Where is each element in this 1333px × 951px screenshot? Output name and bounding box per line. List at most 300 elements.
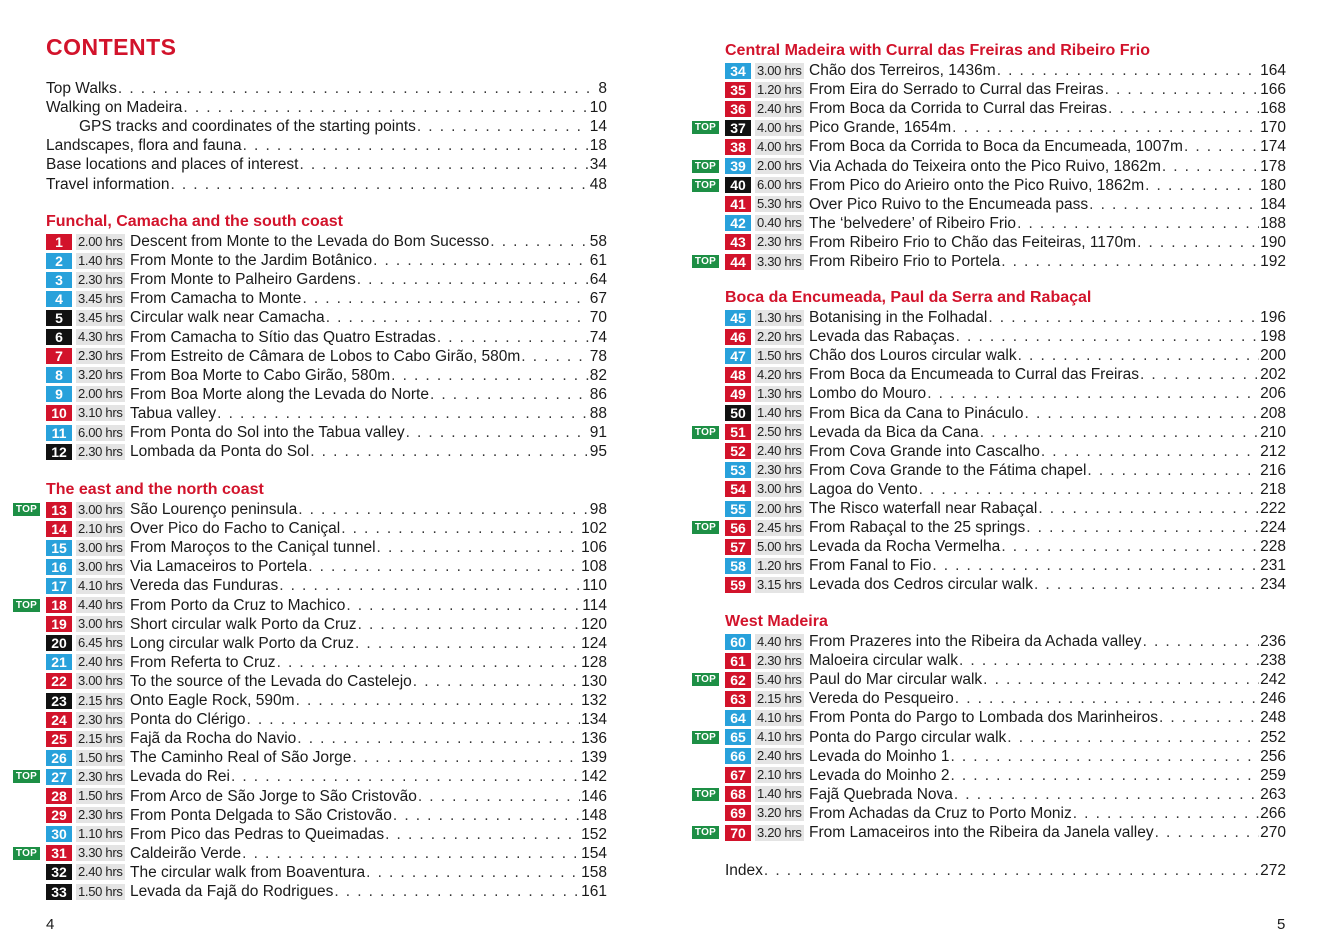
- walk-title: From Bica da Cana to Pináculo: [809, 404, 1024, 422]
- walk-entry[interactable]: [725, 308, 1286, 327]
- dot-leader: [950, 766, 1259, 785]
- walk-title: Ponta do Pargo circular walk: [809, 728, 1007, 746]
- walk-entry[interactable]: [694, 785, 1286, 804]
- walk-number-badge: 20: [46, 635, 72, 651]
- dot-leader: [299, 155, 588, 174]
- walk-page: 148: [581, 806, 607, 824]
- walk-entry[interactable]: [46, 825, 607, 844]
- walk-entry[interactable]: [46, 863, 607, 882]
- walk-number-badge: 19: [46, 616, 72, 632]
- top-walk-badge: TOP: [13, 847, 40, 860]
- walk-title: Onto Eagle Rock, 590m: [130, 692, 295, 709]
- walk-duration: 2.30 hrs: [76, 444, 125, 460]
- walk-duration: 6.45 hrs: [76, 635, 125, 651]
- walk-number-badge: 27: [46, 769, 72, 785]
- section-heading: Funchal, Camacha and the south coast: [46, 213, 343, 230]
- dot-leader: [308, 557, 580, 576]
- walk-duration: 2.40 hrs: [76, 864, 125, 880]
- walk-title: From Ponta do Pargo to Lombada dos Marinheiros: [809, 709, 1158, 727]
- dot-leader: [1001, 537, 1259, 556]
- walk-title: Levada da Bica da Cana: [809, 423, 979, 441]
- walk-number-badge: 55: [725, 501, 751, 517]
- walk-page: 78: [589, 347, 607, 365]
- entry-title: Index: [725, 862, 763, 879]
- walk-duration: 4.30 hrs: [76, 329, 125, 345]
- walk-title: From Eira do Serrado to Curral das Freiras: [809, 81, 1104, 99]
- top-walk-badge: TOP: [692, 731, 719, 744]
- walk-title: Levada dos Cedros circular walk: [809, 576, 1033, 594]
- walk-entry[interactable]: [725, 651, 1286, 670]
- dot-leader: [764, 861, 1259, 880]
- walk-page: 259: [1260, 766, 1286, 784]
- walk-entry[interactable]: [725, 575, 1286, 594]
- dot-leader: [950, 747, 1259, 766]
- walk-page: 242: [1260, 671, 1286, 689]
- walk-page: 161: [581, 883, 607, 900]
- walk-number-badge: 1: [46, 234, 72, 250]
- walk-number-badge: 6: [46, 329, 72, 345]
- dot-leader: [1184, 137, 1259, 156]
- walk-entry[interactable]: [46, 748, 607, 767]
- walk-number-badge: 47: [725, 348, 751, 364]
- top-walk-badge: TOP: [13, 503, 40, 516]
- dot-leader: [377, 538, 581, 557]
- walk-entry[interactable]: [725, 137, 1286, 156]
- walk-entry[interactable]: [725, 404, 1286, 423]
- walk-entry[interactable]: [46, 710, 607, 729]
- dot-leader: [217, 404, 589, 423]
- walk-entry[interactable]: [694, 176, 1286, 195]
- walk-title: From Estreito de Câmara de Lobos to Cabo Girão, 580m: [130, 347, 521, 365]
- walk-page: 86: [589, 385, 607, 403]
- walk-duration: 3.20 hrs: [76, 367, 125, 383]
- walk-duration: 2.40 hrs: [76, 654, 125, 670]
- walk-number-badge: 33: [46, 884, 72, 900]
- walk-entry[interactable]: [694, 518, 1286, 537]
- walk-number-badge: 29: [46, 807, 72, 823]
- walk-page: 98: [589, 501, 607, 518]
- walk-title: From Camacha to Monte: [130, 290, 302, 308]
- walk-entry[interactable]: [725, 61, 1286, 80]
- walk-entry[interactable]: [46, 653, 607, 672]
- dot-leader: [988, 308, 1259, 327]
- dot-leader: [118, 79, 597, 98]
- walk-page: 91: [589, 424, 607, 441]
- dot-leader: [956, 327, 1259, 346]
- contents-entry[interactable]: [46, 117, 607, 136]
- walk-entry[interactable]: [725, 195, 1286, 214]
- walk-entry[interactable]: [725, 537, 1286, 556]
- walk-entry[interactable]: [725, 804, 1286, 823]
- walk-number-badge: 45: [725, 310, 751, 326]
- walk-entry[interactable]: [46, 538, 607, 557]
- walk-page: 212: [1260, 442, 1286, 460]
- walk-duration: 3.30 hrs: [755, 254, 804, 270]
- walk-page: 202: [1260, 366, 1286, 384]
- walk-page: 61: [589, 252, 607, 270]
- walk-title: Fajã Quebrada Nova: [809, 785, 953, 803]
- dot-leader: [919, 480, 1260, 499]
- dot-leader: [1108, 99, 1259, 118]
- walk-entry[interactable]: [46, 557, 607, 576]
- walk-title: Levada do Rei: [130, 768, 230, 786]
- walk-duration: 3.10 hrs: [76, 405, 125, 421]
- walk-title: Fajã da Rocha do Navio: [130, 730, 297, 748]
- walk-entry[interactable]: [46, 270, 607, 289]
- walk-page: 208: [1260, 404, 1286, 422]
- dot-leader: [490, 232, 588, 251]
- walk-title: From Ponta Delgada to São Cristovão: [130, 806, 392, 824]
- walk-entry[interactable]: [725, 346, 1286, 365]
- dot-leader: [357, 270, 589, 289]
- walk-entry[interactable]: [46, 251, 607, 270]
- walk-entry[interactable]: [725, 327, 1286, 346]
- right-page: [667, 0, 1333, 951]
- walk-page: 192: [1260, 253, 1286, 270]
- dot-leader: [1007, 728, 1259, 747]
- walk-title: From Boca da Corrida to Curral das Freiras: [809, 100, 1108, 118]
- walk-title: From Arco de São Jorge to São Cristovão: [130, 787, 417, 805]
- walk-duration: 3.00 hrs: [76, 559, 125, 575]
- index-entry[interactable]: [725, 861, 1286, 880]
- walk-entry[interactable]: [46, 385, 607, 404]
- section-heading: The east and the north coast: [46, 481, 264, 498]
- dot-leader: [954, 785, 1259, 804]
- entry-title: GPS tracks and coordinates of the starting points: [79, 118, 416, 136]
- walk-duration: 3.00 hrs: [755, 63, 804, 79]
- walk-title: From Pico do Arieiro onto the Pico Ruivo, 1862m: [809, 176, 1145, 194]
- walk-entry[interactable]: [725, 461, 1286, 480]
- walk-title: From Boca da Encumeada to Curral das Freiras: [809, 366, 1139, 384]
- top-walk-badge: TOP: [13, 599, 40, 612]
- walk-title: Via Achada do Teixeira onto the Pico Ruivo, 1862m: [809, 157, 1161, 175]
- walk-number-badge: 43: [725, 234, 751, 250]
- walk-duration: 3.15 hrs: [755, 577, 804, 593]
- walk-duration: 2.30 hrs: [755, 653, 804, 669]
- entry-title: Top Walks: [46, 80, 117, 97]
- contents-entry[interactable]: [46, 98, 607, 117]
- walk-number-badge: 10: [46, 405, 72, 421]
- walk-entry[interactable]: [725, 689, 1286, 708]
- walk-duration: 4.10 hrs: [76, 578, 125, 594]
- walk-duration: 2.50 hrs: [755, 424, 804, 440]
- walk-title: Circular walk near Camacha: [130, 309, 325, 327]
- dot-leader: [297, 729, 580, 748]
- walk-entry[interactable]: [694, 252, 1286, 271]
- walk-duration: 2.10 hrs: [76, 521, 125, 537]
- walk-entry[interactable]: [46, 576, 607, 595]
- dot-leader: [418, 787, 580, 806]
- walk-entry[interactable]: [46, 729, 607, 748]
- contents-entry[interactable]: [46, 175, 607, 194]
- walk-duration: 1.50 hrs: [76, 788, 125, 804]
- walk-title: Levada da Fajã do Rodrigues: [130, 883, 334, 900]
- walk-entry[interactable]: [46, 404, 607, 423]
- walk-page: 142: [581, 768, 607, 786]
- walk-duration: 1.10 hrs: [76, 826, 125, 842]
- walk-title: From Cova Grande to the Fátima chapel: [809, 461, 1087, 479]
- walk-entry[interactable]: [46, 691, 607, 710]
- walk-page: 120: [581, 615, 607, 633]
- walk-number-badge: 9: [46, 386, 72, 402]
- walk-entry[interactable]: [725, 99, 1286, 118]
- walk-entry[interactable]: [46, 787, 607, 806]
- walk-number-badge: 69: [725, 805, 751, 821]
- walk-title: Levada da Rocha Vermelha: [809, 538, 1001, 556]
- walk-entry[interactable]: [46, 289, 607, 308]
- walk-duration: 1.50 hrs: [76, 884, 125, 900]
- top-walk-badge: TOP: [692, 788, 719, 801]
- walk-page: 158: [581, 863, 607, 881]
- dot-leader: [246, 710, 580, 729]
- walk-number-badge: 26: [46, 750, 72, 766]
- walk-title: From Boa Morte along the Levada do Norte: [130, 385, 429, 403]
- walk-page: 174: [1260, 138, 1286, 156]
- walk-entry[interactable]: [46, 232, 607, 251]
- walk-entry[interactable]: [725, 480, 1286, 499]
- walk-number-badge: 8: [46, 367, 72, 383]
- dot-leader: [980, 423, 1259, 442]
- walk-entry[interactable]: [46, 634, 607, 653]
- walk-title: From Ponta do Sol into the Tabua valley: [130, 424, 405, 441]
- walk-entry[interactable]: [46, 423, 607, 442]
- walk-duration: 3.00 hrs: [76, 616, 125, 632]
- section-heading: Central Madeira with Curral das Freiras and Ribeiro Frio: [725, 42, 1150, 59]
- walk-entry[interactable]: [725, 442, 1286, 461]
- walk-entry[interactable]: [725, 80, 1286, 99]
- walk-title: From Boa Morte to Cabo Girão, 580m: [130, 366, 391, 384]
- walk-entry[interactable]: [15, 844, 607, 863]
- walk-title: Chão dos Terreiros, 1436m: [809, 62, 996, 79]
- walk-entry[interactable]: [46, 882, 607, 901]
- walk-title: The ‘belvedere’ of Ribeiro Frio: [809, 214, 1017, 232]
- walk-title: Vereda do Pesqueiro: [809, 690, 954, 708]
- walk-entry[interactable]: [15, 596, 607, 615]
- top-walk-badge: TOP: [692, 673, 719, 686]
- walk-entry[interactable]: [694, 670, 1286, 689]
- dot-leader: [1026, 518, 1259, 537]
- walk-page: 252: [1260, 728, 1286, 746]
- walk-title: From Achadas da Cruz to Porto Moniz: [809, 804, 1072, 822]
- walk-duration: 1.40 hrs: [755, 405, 804, 421]
- walk-duration: 4.40 hrs: [755, 634, 804, 650]
- dot-leader: [393, 806, 580, 825]
- walk-page: 266: [1260, 804, 1286, 822]
- contents-entry[interactable]: [46, 79, 607, 98]
- walk-page: 58: [589, 233, 607, 250]
- section-heading: Boca da Encumeada, Paul da Serra and Rabaçal: [725, 289, 1092, 306]
- walk-number-badge: 48: [725, 367, 751, 383]
- walk-duration: 3.00 hrs: [755, 481, 804, 497]
- walk-duration: 2.30 hrs: [755, 462, 804, 478]
- walk-duration: 4.00 hrs: [755, 120, 804, 136]
- walk-entry[interactable]: [15, 767, 607, 786]
- walk-number-badge: 54: [725, 481, 751, 497]
- walk-duration: 6.00 hrs: [76, 425, 125, 441]
- dot-leader: [1155, 823, 1260, 842]
- walk-page: 132: [581, 692, 607, 709]
- dot-leader: [521, 347, 588, 366]
- walk-number-badge: 53: [725, 462, 751, 478]
- walk-number-badge: 66: [725, 748, 751, 764]
- dot-leader: [1041, 442, 1259, 461]
- walk-title: From Cova Grande into Cascalho: [809, 442, 1040, 460]
- walk-page: 164: [1260, 62, 1286, 79]
- walk-page: 130: [581, 672, 607, 690]
- walk-entry[interactable]: [725, 233, 1286, 252]
- walk-entry[interactable]: [725, 556, 1286, 575]
- walk-number-badge: 37: [725, 120, 751, 136]
- dot-leader: [1159, 708, 1259, 727]
- walk-page: 136: [581, 730, 607, 748]
- walk-page: 64: [589, 271, 607, 289]
- walk-entry[interactable]: [725, 365, 1286, 384]
- dot-leader: [997, 61, 1259, 80]
- walk-entry[interactable]: [46, 442, 607, 461]
- walk-number-badge: 68: [725, 786, 751, 802]
- walk-entry[interactable]: [725, 766, 1286, 785]
- walk-duration: 3.30 hrs: [76, 845, 125, 861]
- walk-entry[interactable]: [694, 423, 1286, 442]
- walk-entry[interactable]: [694, 728, 1286, 747]
- walk-entry[interactable]: [15, 500, 607, 519]
- contents-entry[interactable]: [46, 155, 607, 174]
- walk-number-badge: 50: [725, 405, 751, 421]
- walk-number-badge: 17: [46, 578, 72, 594]
- walk-duration: 3.00 hrs: [76, 502, 125, 518]
- walk-entry[interactable]: [725, 632, 1286, 651]
- walk-entry[interactable]: [725, 708, 1286, 727]
- walk-page: 152: [581, 825, 607, 843]
- dot-leader: [406, 423, 589, 442]
- top-walk-badge: TOP: [692, 121, 719, 134]
- walk-entry[interactable]: [725, 214, 1286, 233]
- walk-entry[interactable]: [46, 328, 607, 347]
- walk-duration: 2.45 hrs: [755, 520, 804, 536]
- walk-title: Chão dos Louros circular walk: [809, 347, 1017, 365]
- walk-number-badge: 42: [725, 215, 751, 231]
- walk-entry[interactable]: [46, 519, 607, 538]
- dot-leader: [1087, 461, 1259, 480]
- walk-number-badge: 58: [725, 558, 751, 574]
- walk-title: From Camacha to Sítio das Quatro Estradas: [130, 328, 436, 346]
- dot-leader: [983, 670, 1259, 689]
- walk-duration: 2.15 hrs: [755, 691, 804, 707]
- walk-entry[interactable]: [46, 366, 607, 385]
- walk-duration: 2.10 hrs: [755, 767, 804, 783]
- walk-page: 248: [1260, 709, 1286, 727]
- walk-title: Short circular walk Porto da Cruz: [130, 615, 357, 633]
- walk-entry[interactable]: [725, 384, 1286, 403]
- walk-entry[interactable]: [46, 672, 607, 691]
- dot-leader: [341, 519, 580, 538]
- walk-page: 67: [589, 290, 607, 308]
- walk-page: 256: [1260, 747, 1286, 765]
- top-walk-badge: TOP: [692, 426, 719, 439]
- walk-duration: 2.20 hrs: [755, 329, 804, 345]
- walk-title: From Pico das Pedras to Queimadas: [130, 825, 385, 843]
- walk-title: From Fanal to Fio: [809, 557, 932, 575]
- walk-number-badge: 30: [46, 826, 72, 842]
- walk-page: 263: [1260, 785, 1286, 803]
- walk-title: From Ribeiro Frio to Portela: [809, 253, 1001, 270]
- entry-title: Base locations and places of interest: [46, 156, 299, 174]
- walk-title: Maloeira circular walk: [809, 652, 959, 670]
- walk-title: Via Lamaceiros to Portela: [130, 558, 308, 576]
- walk-number-badge: 38: [725, 139, 751, 155]
- walk-entry[interactable]: [725, 747, 1286, 766]
- dot-leader: [437, 328, 589, 347]
- walk-page: 128: [581, 653, 607, 671]
- walk-title: Long circular walk Porto da Cruz: [130, 634, 354, 652]
- walk-duration: 6.00 hrs: [755, 177, 804, 193]
- walk-duration: 4.00 hrs: [755, 139, 804, 155]
- walk-number-badge: 51: [725, 424, 751, 440]
- top-walk-badge: TOP: [692, 179, 719, 192]
- walk-entry[interactable]: [694, 157, 1286, 176]
- walk-number-badge: 16: [46, 559, 72, 575]
- dot-leader: [1034, 575, 1259, 594]
- entry-page: 34: [589, 156, 607, 174]
- walk-duration: 2.40 hrs: [755, 101, 804, 117]
- walk-entry[interactable]: [46, 347, 607, 366]
- walk-page: 190: [1260, 233, 1286, 251]
- walk-page: 154: [581, 844, 607, 862]
- dot-leader: [1137, 233, 1259, 252]
- walk-page: 108: [581, 558, 607, 576]
- walk-page: 168: [1260, 100, 1286, 118]
- walk-page: 231: [1260, 557, 1286, 575]
- walk-title: Ponta do Clérigo: [130, 711, 246, 729]
- walk-number-badge: 64: [725, 710, 751, 726]
- walk-number-badge: 5: [46, 310, 72, 326]
- walk-title: Pico Grande, 1654m: [809, 119, 952, 137]
- walk-title: Over Pico do Facho to Caniçal: [130, 520, 341, 538]
- walk-entry[interactable]: [46, 615, 607, 634]
- dot-leader: [430, 385, 589, 404]
- walk-number-badge: 41: [725, 196, 751, 212]
- walk-entry[interactable]: [46, 806, 607, 825]
- walk-duration: 5.30 hrs: [755, 196, 804, 212]
- walk-number-badge: 2: [46, 253, 72, 269]
- walk-entry[interactable]: [46, 308, 607, 327]
- dot-leader: [231, 767, 580, 786]
- walk-number-badge: 11: [46, 425, 72, 441]
- walk-duration: 3.00 hrs: [76, 540, 125, 556]
- dot-leader: [959, 651, 1259, 670]
- walk-entry[interactable]: [725, 499, 1286, 518]
- walk-duration: 2.40 hrs: [755, 443, 804, 459]
- walk-duration: 2.00 hrs: [76, 386, 125, 402]
- walk-entry[interactable]: [694, 823, 1286, 842]
- page-number-left: 4: [46, 916, 55, 933]
- walk-number-badge: 22: [46, 673, 72, 689]
- walk-number-badge: 59: [725, 577, 751, 593]
- walk-duration: 1.50 hrs: [755, 348, 804, 364]
- dot-leader: [183, 98, 588, 117]
- walk-number-badge: 40: [725, 177, 751, 193]
- walk-entry[interactable]: [694, 118, 1286, 137]
- walk-page: 234: [1260, 576, 1286, 594]
- walk-duration: 2.15 hrs: [76, 731, 125, 747]
- walk-duration: 1.40 hrs: [755, 786, 804, 802]
- contents-entry[interactable]: [46, 136, 607, 155]
- dot-leader: [927, 384, 1259, 403]
- walk-title: Lagoa do Vento: [809, 480, 918, 498]
- dot-leader: [242, 844, 580, 863]
- walk-number-badge: 35: [725, 82, 751, 98]
- dot-leader: [1140, 365, 1259, 384]
